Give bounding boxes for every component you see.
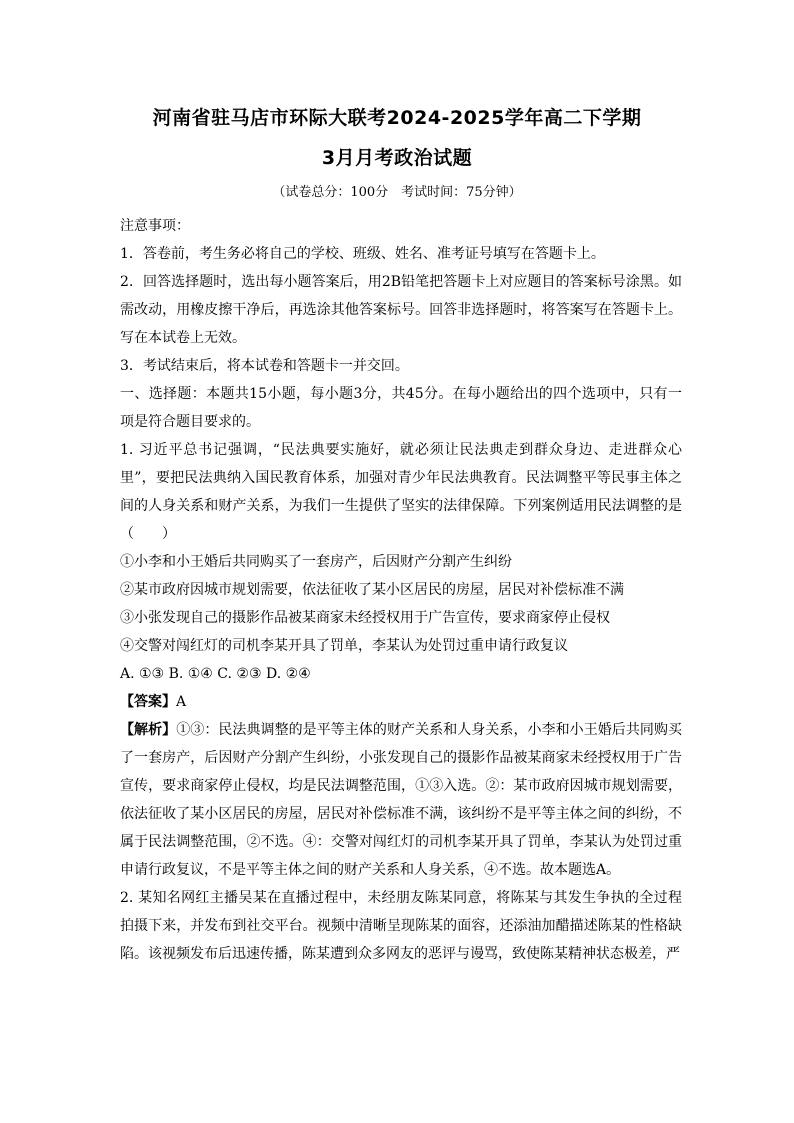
exam-title-line1: 河南省驻马店市环际大联考2024-2025学年高二下学期: [152, 107, 642, 129]
question-1-option-1: ①小李和小王婚后共同购买了一套房产，后因财产分割产生纠纷: [120, 554, 512, 570]
note-item-2: 2．回答选择题时，选出每小题答案后，用2B铅笔把答题卡上对应题目的答案标号涂黑。如需改动，用橡皮擦干净后，再选涂其他答案标号。回答非选择题时，将答案写在答题卡上。写在本试卷上无效。: [120, 274, 682, 346]
exam-info: （试卷总分：100分 考试时间：75分钟）: [272, 185, 522, 200]
answer-label: 【答案】: [120, 694, 176, 710]
question-1-option-2: ②某市政府因城市规划需要，依法征收了某小区居民的房屋，居民对补偿标准不满: [120, 582, 624, 598]
question-1-stem: 1. 习近平总书记强调，“民法典要实施好，就必须让民法典走到群众身边、走进群众心里”，要把民法典纳入国民教育体系，加强对青少年民法典教育。民法调整平等民事主体之间的人身关系和财产关系，为我们一生提供了坚实的法律保障。下列案例适用民法调整的是（ ）: [120, 442, 682, 542]
exam-body: [120, 212, 682, 968]
question-1-option-4: ④交警对闯红灯的司机李某开具了罚单，李某认为处罚过重申请行政复议: [120, 638, 568, 654]
analysis-text: ①③：民法典调整的是平等主体的财产关系和人身关系，小李和小王婚后共同购买了一套房产，后因财产分割产生纠纷，小张发现自己的摄影作品被某商家未经授权用于广告宣传，要求商家停止侵权，均是民法调整范围，①③入选。②：某市政府因城市规划需要，依法征收了某小区居民的房屋，居民对补偿标准不满，该纠纷不是平等主体之间的纠纷，不属于民法调整范围，②不选。④：交警对闯红灯的司机李某开具了罚单，李某认为处罚过重申请行政复议，不是平等主体之间的财产关系和人身关系，④不选。故本题选A。: [120, 722, 683, 878]
note-item-3: 3．考试结束后，将本试卷和答题卡一并交回。: [120, 358, 409, 374]
notes-heading: 注意事项：: [120, 218, 190, 234]
section-heading: 一、选择题：本题共15小题，每小题3分，共45分。在每小题给出的四个选项中，只有一项是符合题目要求的。: [120, 386, 682, 430]
question-1-analysis: [120, 716, 682, 884]
exam-title-line2: 3月月考政治试题: [321, 147, 473, 169]
question-2-stem: 2. 某知名网红主播吴某在直播过程中，未经朋友陈某同意，将陈某与其发生争执的全过程拍摄下来，并发布到社交平台。视频中清晰呈现陈某的面容，还添油加醋描述陈某的性格缺陷。该视频发布后迅速传播，陈某遭到众多网友的恶评与谩骂，致使陈某精神状态极差，严: [120, 890, 682, 962]
note-item-1: 1．答卷前，考生务必将自己的学校、班级、姓名、准考证号填写在答题卡上。: [120, 246, 605, 262]
question-1-option-3: ③小张发现自己的摄影作品被某商家未经授权用于广告宣传，要求商家停止侵权: [120, 610, 610, 626]
answer-value: A: [176, 694, 187, 710]
question-1-choices: A. ①③ B. ①④ C. ②③ D. ②④: [120, 666, 311, 682]
question-1-answer: [120, 688, 682, 716]
analysis-label: 【解析】: [120, 722, 177, 738]
